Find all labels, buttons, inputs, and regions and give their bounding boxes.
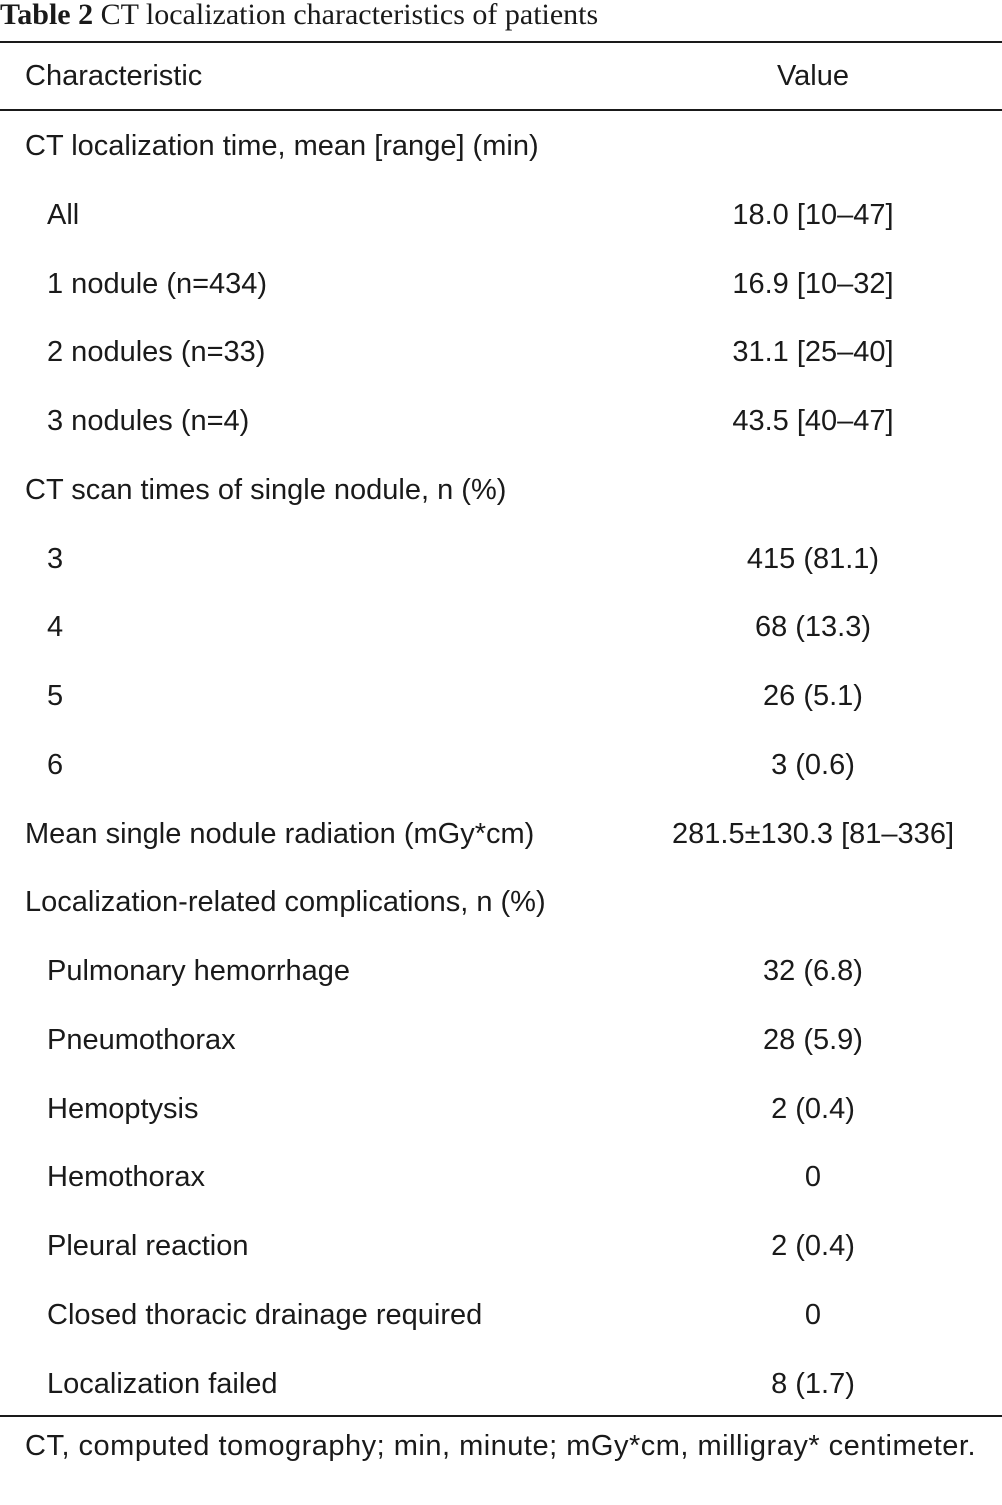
row-value: 26 (5.1) bbox=[763, 680, 863, 712]
table-caption bbox=[0, 0, 598, 38]
table-row bbox=[0, 387, 1002, 456]
row-value: 0 bbox=[804, 1161, 822, 1194]
row-value: 32 (6.8) bbox=[763, 955, 863, 987]
table-body bbox=[0, 112, 1002, 1418]
row-label: Pulmonary hemorrhage bbox=[47, 955, 351, 987]
table-footnote: CT, computed tomography; min, minute; mGy*cm, milligray* centimeter. bbox=[25, 1430, 977, 1462]
table-number: Table 2 bbox=[0, 0, 94, 31]
header-characteristic: Characteristic bbox=[25, 60, 203, 92]
row-label: 3 nodules (n=4) bbox=[47, 405, 250, 437]
row-value: 68 (13.3) bbox=[754, 611, 872, 644]
table-row bbox=[0, 1006, 1002, 1075]
row-label: 3 bbox=[47, 542, 64, 575]
row-value: 16.9 [10–32] bbox=[732, 267, 894, 300]
row-label: 5 bbox=[47, 680, 64, 712]
row-label: Hemoptysis bbox=[47, 1092, 199, 1125]
header-value: Value bbox=[776, 60, 850, 92]
table-title: CT localization characteristics of patients bbox=[100, 0, 599, 31]
table-group-row bbox=[0, 112, 1002, 181]
row-label: 2 nodules (n=33) bbox=[47, 336, 266, 369]
table-group-row bbox=[0, 868, 1002, 937]
row-label: 1 nodule (n=434) bbox=[47, 267, 268, 300]
table-row bbox=[0, 181, 1002, 250]
row-value: 8 (1.7) bbox=[771, 1367, 855, 1400]
table-header bbox=[0, 43, 1002, 109]
table-row bbox=[0, 662, 1002, 731]
header-rule bbox=[0, 109, 1002, 111]
row-value: 3 (0.6) bbox=[771, 748, 855, 781]
row-value: 28 (5.9) bbox=[763, 1023, 863, 1056]
row-label: Mean single nodule radiation (mGy*cm) bbox=[25, 817, 535, 850]
row-value: 2 (0.4) bbox=[771, 1230, 855, 1262]
table-row bbox=[0, 731, 1002, 800]
row-value: 18.0 [10–47] bbox=[732, 198, 894, 231]
row-label: 6 bbox=[47, 748, 64, 781]
table-row bbox=[0, 1350, 1002, 1419]
row-label: Pleural reaction bbox=[47, 1230, 249, 1262]
table-group-row bbox=[0, 456, 1002, 525]
row-label: Closed thoracic drainage required bbox=[47, 1298, 483, 1331]
table-row bbox=[0, 937, 1002, 1006]
table-row bbox=[0, 250, 1002, 319]
row-value: 0 bbox=[804, 1298, 822, 1331]
table-row bbox=[0, 1075, 1002, 1144]
table-row bbox=[0, 593, 1002, 662]
table-row bbox=[0, 1143, 1002, 1212]
row-label: Hemothorax bbox=[47, 1161, 205, 1194]
row-value: 43.5 [40–47] bbox=[732, 405, 894, 437]
row-label: CT localization time, mean [range] (min) bbox=[25, 130, 539, 162]
row-value: 415 (81.1) bbox=[746, 542, 880, 575]
table-row bbox=[0, 318, 1002, 387]
table-row bbox=[0, 525, 1002, 594]
row-label: Localization failed bbox=[47, 1367, 278, 1400]
row-label: Localization-related complications, n (%) bbox=[25, 886, 546, 919]
bottom-rule bbox=[0, 1415, 1002, 1417]
row-value: 281.5±130.3 [81–336] bbox=[672, 817, 954, 850]
table-group-row bbox=[0, 800, 1002, 869]
row-value: 2 (0.4) bbox=[771, 1092, 855, 1125]
row-label: Pneumothorax bbox=[47, 1023, 236, 1056]
table-row bbox=[0, 1281, 1002, 1350]
row-value: 31.1 [25–40] bbox=[732, 336, 894, 369]
row-label: 4 bbox=[47, 611, 64, 644]
table-row bbox=[0, 1212, 1002, 1281]
row-label: CT scan times of single nodule, n (%) bbox=[25, 473, 507, 506]
row-label: All bbox=[47, 198, 80, 231]
